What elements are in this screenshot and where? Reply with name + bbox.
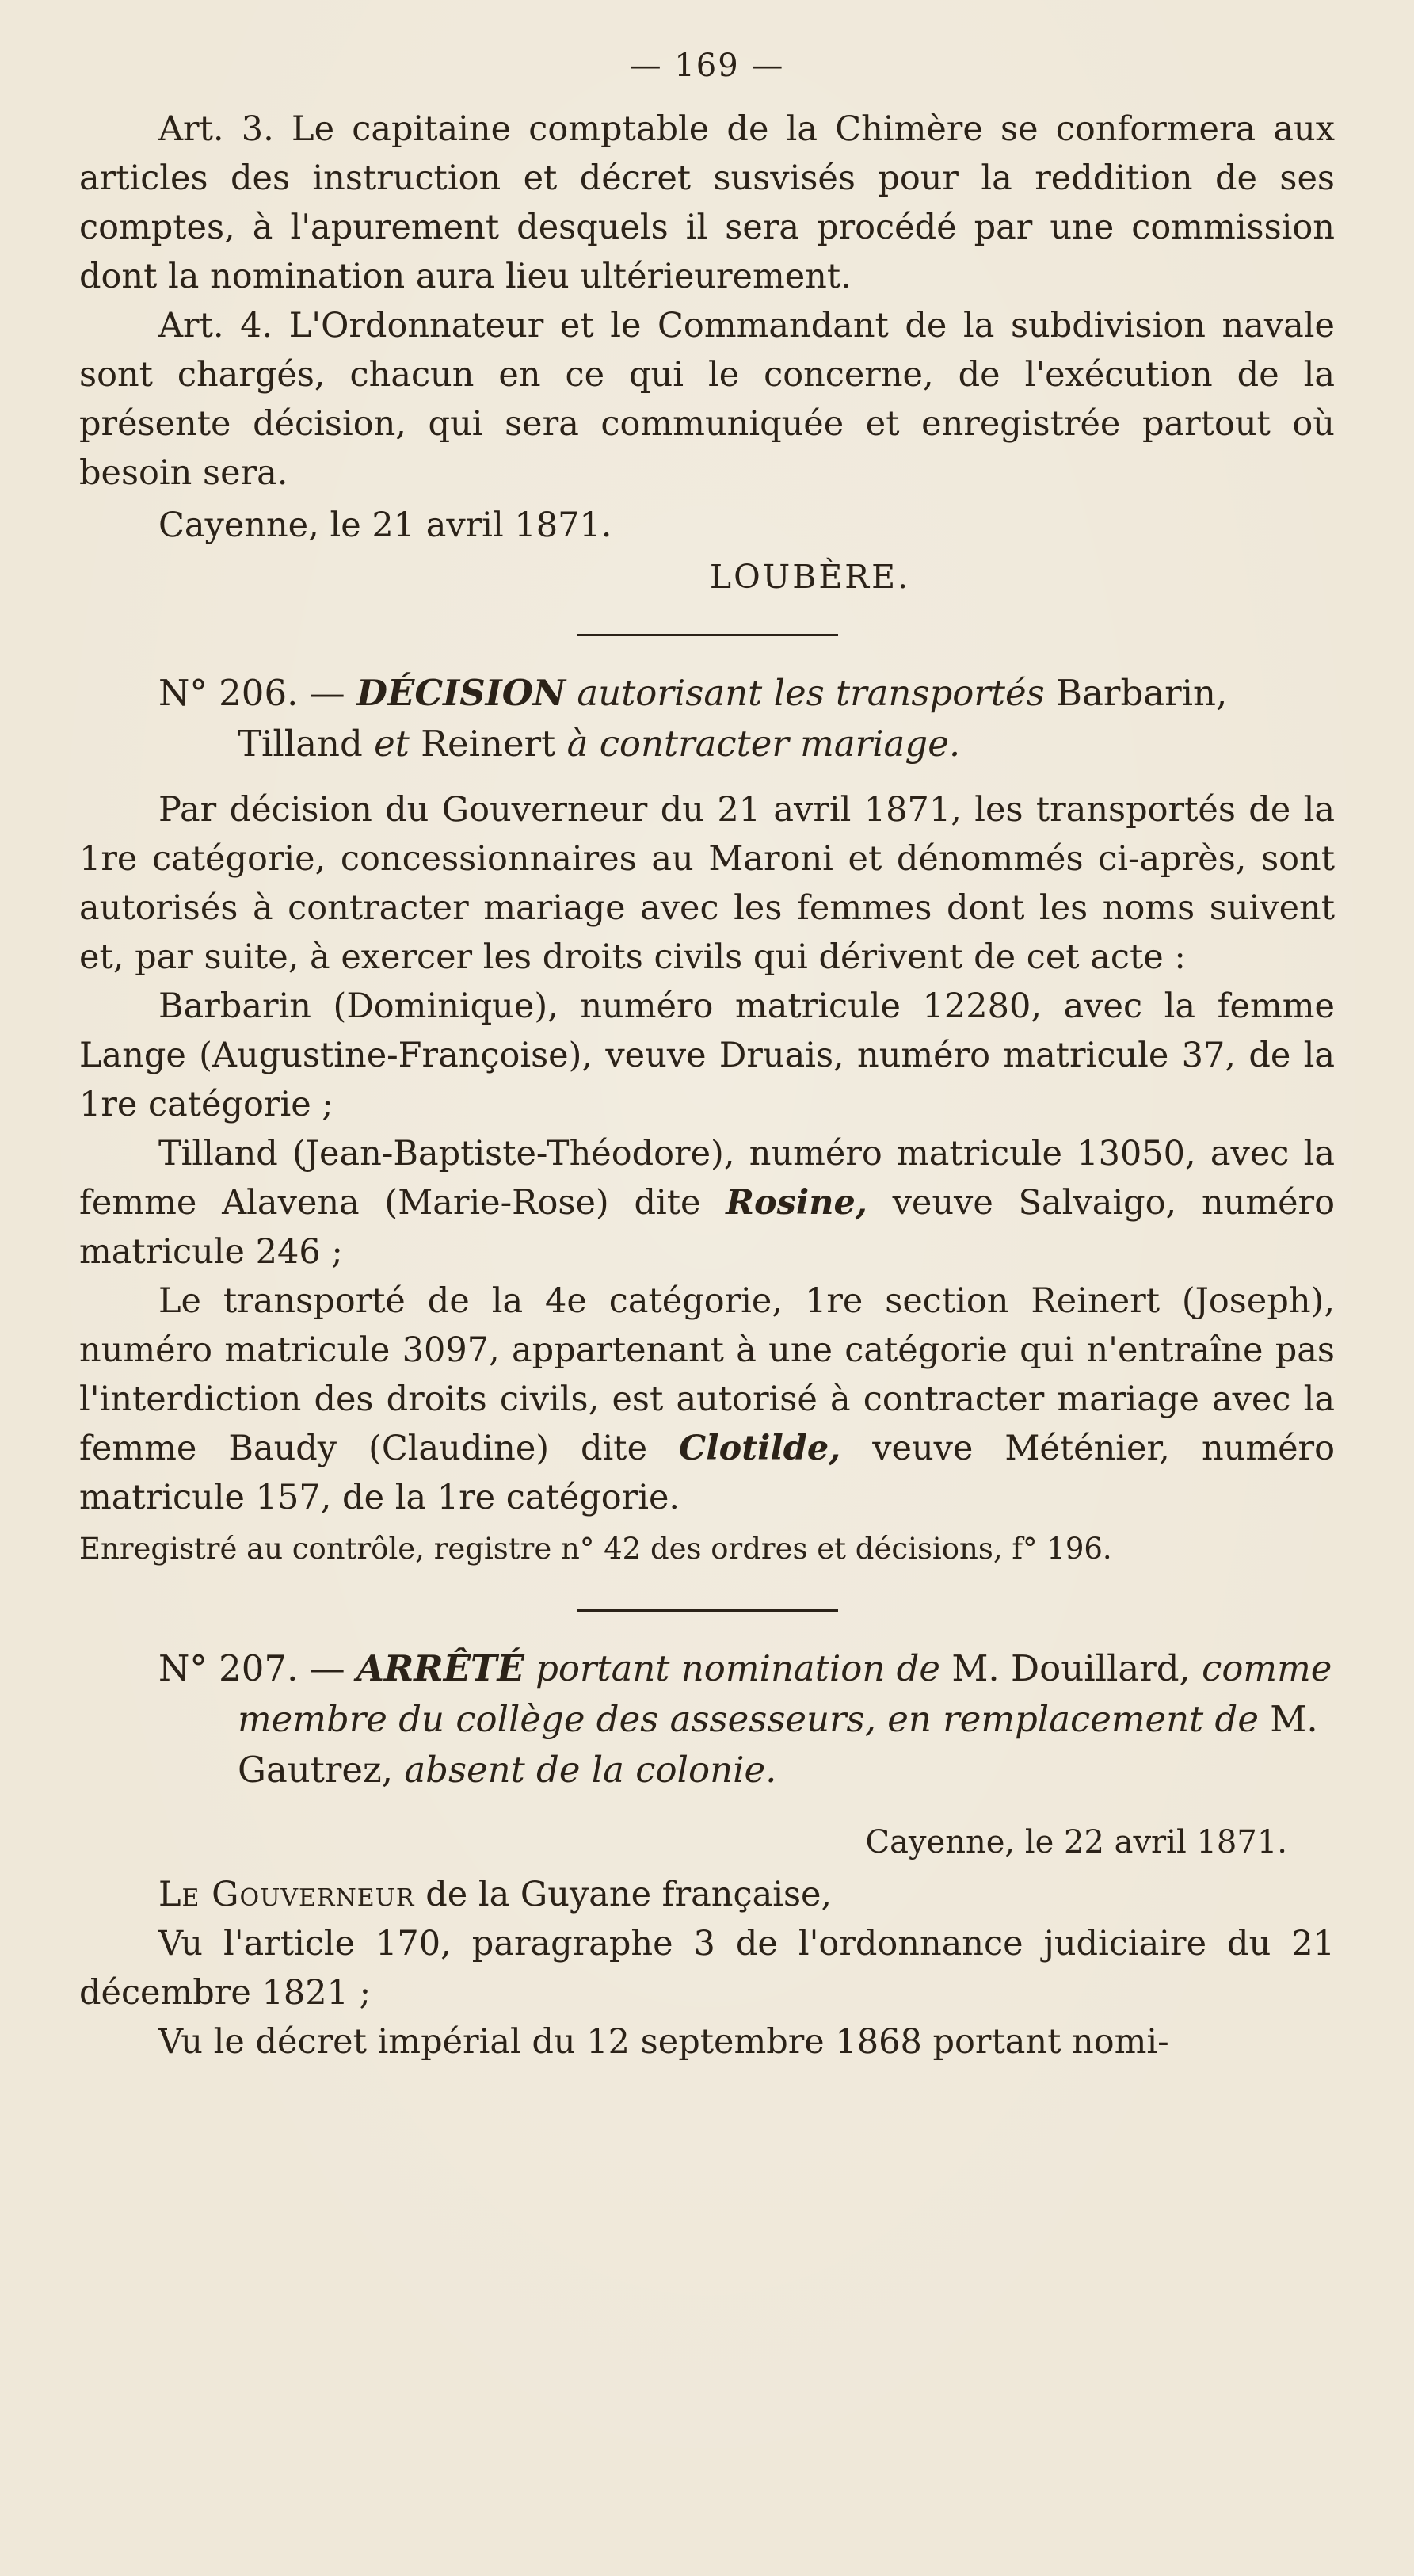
decision-206-registration: Enregistré au contrôle, registre n° 42 des ordres et décisions, f° 196. (79, 1532, 1112, 1566)
article-3-paragraph: Art. 3. Le capitaine comptable de la Chimère se conformera aux articles des instruction et décret susvisés pour la reddition de ses comptes, à l'apurement desquels il sera procédé par une commission dont la nomination aura lieu ultérieurement. (79, 109, 1335, 296)
gouverneur-rest: de la Guyane française, (425, 1875, 833, 1914)
signature: LOUBÈRE. (709, 558, 911, 596)
separator-rule-1 (577, 634, 838, 636)
arrete-207-number: N° 207. — (158, 1647, 345, 1689)
date-line-1: Cayenne, le 21 avril 1871. (158, 506, 612, 545)
decision-206-number: N° 206. — (158, 672, 345, 714)
arrete-207-title-part3: absent de la colonie. (404, 1749, 777, 1791)
arrete-207-title-part2: comme membre du collège des assesseurs, en remplacement de (238, 1647, 1332, 1740)
decision-206-item-tilland (79, 1129, 1335, 1277)
arrete-207-gouverneur-line (79, 1870, 1335, 1919)
arrete-207-type: ARRÊTÉ (356, 1647, 524, 1689)
arrete-207-date: Cayenne, le 22 avril 1871. (865, 1824, 1287, 1860)
arrete-207-heading (158, 1643, 1335, 1796)
decision-206-conjunction: et (374, 723, 410, 765)
gouverneur-title: Le Gouverneur (158, 1875, 415, 1914)
arrete-207-title-part1: portant nomination de (535, 1647, 941, 1689)
item-reinert-alias: Clotilde, (679, 1429, 841, 1468)
page-number: — 169 — (629, 48, 785, 84)
item-reinert-text-a: Le transporté de la 4e catégorie, 1re section Reinert (Joseph), numéro matricule 3097, appartenant à une catégorie qui n'entraîne pas l'interdiction des droits civils, est autorisé à contracter mariage avec la femme Baudy (Claudine) dite (79, 1281, 1335, 1468)
arrete-207-name-gautrez: M. Gautrez, (238, 1698, 1318, 1791)
decision-206-intro: Par décision du Gouverneur du 21 avril 1871, les transportés de la 1re catégorie, concessionnaires au Maroni et dénommés ci-après, sont autorisés à contracter mariage avec les femmes dont les noms suivent et, par suite, à exercer les droits civils qui dérivent de cet acte : (79, 790, 1335, 977)
arrete-207-vu-1: Vu l'article 170, paragraphe 3 de l'ordonnance judiciaire du 21 décembre 1821 ; (79, 1924, 1335, 2013)
decision-206-heading (158, 668, 1335, 769)
decision-206-name-reinert: Reinert (421, 723, 556, 765)
decision-206-item-reinert (79, 1277, 1335, 1522)
decision-206-title-part2: à contracter mariage. (566, 723, 961, 765)
arrete-207-name-douillard: M. Douillard, (951, 1647, 1191, 1689)
decision-206-name-barbarin: Barbarin, (1056, 672, 1228, 714)
article-4-paragraph: Art. 4. L'Ordonnateur et le Commandant de la subdivision navale sont chargés, chacun en ce qui le concerne, de l'exécution de la présente décision, qui sera communiquée et enregistrée partout où besoin sera. (79, 306, 1335, 493)
decision-206-type: DÉCISION (356, 672, 566, 714)
item-tilland-alias: Rosine, (726, 1183, 867, 1223)
decision-206-title-part1: autorisant les transportés (577, 672, 1045, 714)
item-tilland-text-b: veuve Salvaigo, numéro matricule 246 ; (79, 1183, 1335, 1272)
decision-206-item-barbarin: Barbarin (Dominique), numéro matricule 12280, avec la femme Lange (Augustine-Françoise), veuve Druais, numéro matricule 37, de la 1re catégorie ; (79, 987, 1335, 1124)
separator-rule-2 (577, 1609, 838, 1612)
item-tilland-text-a: Tilland (Jean-Baptiste-Théodore), numéro matricule 13050, avec la femme Alavena (Marie-Rose) dite (79, 1134, 1335, 1223)
decision-206-name-tilland: Tilland (238, 723, 363, 765)
item-reinert-text-b: veuve Méténier, numéro matricule 157, de la 1re catégorie. (79, 1429, 1336, 1517)
arrete-207-vu-2: Vu le décret impérial du 12 septembre 1868 portant nomi- (158, 2022, 1169, 2062)
